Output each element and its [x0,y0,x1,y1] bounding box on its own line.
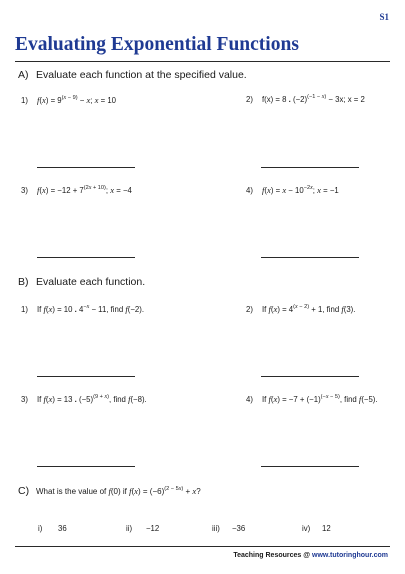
answer-line-a1[interactable] [37,167,135,168]
section-b-heading [18,276,145,288]
problem-a2: 2) f(x) = 8 . $(-2)^{(-1 - x)} - 3x$; x = 2 [246,94,365,104]
section-c-heading [18,485,201,497]
problem-b3: 3) If f(x) = 13 . $(-5)^{(9 + x)}$, find f(−8). [21,394,147,404]
section-a-instruction: Evaluate each function at the specified value. [36,69,247,81]
section-c-letter: C) [18,485,30,497]
problem-b2: 2) If $f(x) = 4^{(x - 2)} + 1$, find f(3). [246,304,356,314]
section-b-letter: B) [18,276,29,288]
footer [233,552,388,559]
option-value: −12 [146,524,160,533]
answer-line-b1[interactable] [37,376,135,377]
page-title: Evaluating Exponential Functions [15,34,299,55]
answer-line-b3[interactable] [37,466,135,467]
answer-line-a3[interactable] [37,257,135,258]
section-a-letter: A) [18,69,29,81]
option-value: 12 [322,524,331,533]
section-c-question: What is the value of f(0) if $f(x) = (-6)^{(2 - 5x)} + x$? [36,486,201,496]
footer-link[interactable]: www.tutoringhour.com [312,552,388,559]
option-iv[interactable] [302,524,331,533]
option-label: iv) [302,524,311,533]
problem-number: 2) [246,95,253,104]
answer-line-a4[interactable] [261,257,359,258]
problem-b1: 1) If f(x) = 10 . $4^{-x} - 11$, find f(−2). [21,304,144,314]
footer-label: Teaching Resources @ [233,552,311,559]
problem-number: 1) [21,96,28,105]
problem-a4: 4) $f(x) = x - 10^{-2x}$; x = −1 [246,185,339,195]
option-iii[interactable] [212,524,245,533]
problem-a3: 3) $f(x) = -12 + 7^{(2x + 10)}$; x = −4 [21,185,132,195]
section-b-instruction: Evaluate each function. [36,276,146,288]
answer-line-a2[interactable] [261,167,359,168]
answer-line-b2[interactable] [261,376,359,377]
problem-a1: 1) $f(x) = 9^{(x - 9)} - x$; x = 10 [21,95,117,105]
option-i[interactable] [38,524,67,533]
problem-number: 2) [246,305,253,314]
title-divider [15,61,390,62]
answer-line-b4[interactable] [261,466,359,467]
option-label: ii) [126,524,133,533]
problem-number: 4) [246,395,253,404]
problem-number: 3) [21,395,28,404]
section-a-heading [18,69,247,81]
option-ii[interactable] [126,524,159,533]
option-label: iii) [212,524,220,533]
worksheet-code: S1 [379,12,389,22]
footer-divider [15,546,390,547]
option-label: i) [38,524,43,533]
option-value: −36 [232,524,246,533]
problem-number: 1) [21,305,28,314]
problem-b4: 4) If $f(x) = -7 + (-1)^{(-x - 5)}$, find f(−5). [246,394,378,404]
problem-number: 4) [246,186,253,195]
problem-number: 3) [21,186,28,195]
option-value: 36 [58,524,67,533]
